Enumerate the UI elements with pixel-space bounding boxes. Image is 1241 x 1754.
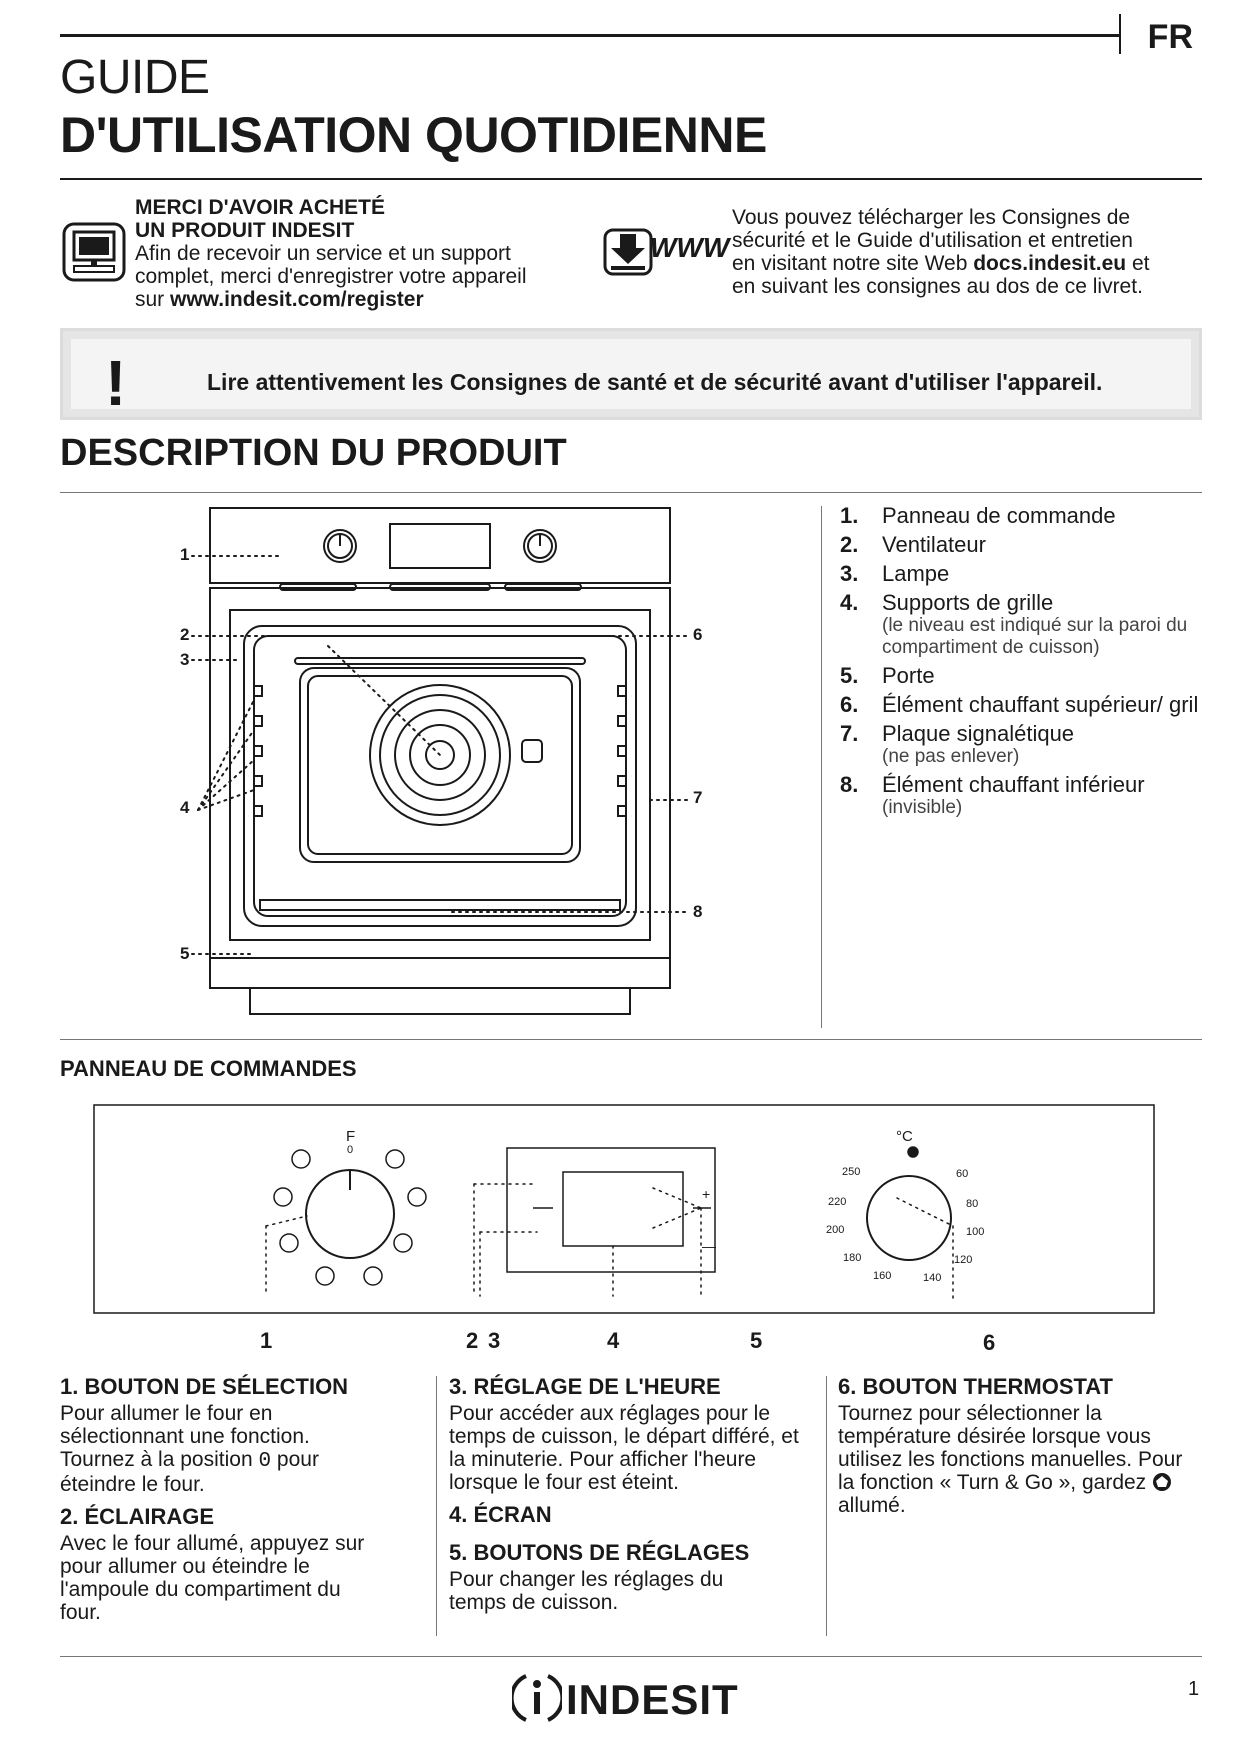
column-divider (826, 1376, 827, 1636)
product-rule (60, 492, 1202, 493)
list-item: 4. Supports de grille (le niveau est indiqué sur la paroi du compartiment de cuisson) (840, 590, 1188, 658)
thermo-tick: 100 (966, 1226, 985, 1238)
turn-and-go-icon (1152, 1472, 1172, 1492)
thermo-tick: 250 (842, 1166, 861, 1178)
panel-callout-1: 1 (260, 1328, 273, 1353)
thermo-tick: 180 (843, 1252, 862, 1264)
display-plus: + (702, 1186, 711, 1202)
title-rule (60, 178, 1202, 180)
diagram-callout-4: 4 (180, 798, 190, 817)
oven-diagram (170, 500, 720, 1020)
section-title: 2. ÉCLAIRAGE (60, 1504, 215, 1529)
page-number: 1 (1188, 1678, 1200, 1700)
list-item: 3. Lampe (840, 561, 950, 586)
monitor-icon (62, 222, 126, 284)
diagram-callout-5: 5 (180, 944, 190, 963)
control-panel-diagram (93, 1104, 1155, 1314)
thermo-tick: 60 (956, 1168, 969, 1180)
download-text-2: sécurité et le Guide d'utilisation et entretien (732, 229, 1133, 252)
list-item: 6. Élément chauffant supérieur/ gril (840, 692, 1199, 717)
product-bottom-rule (60, 1039, 1202, 1040)
download-text-4: en suivant les consignes au dos de ce livret. (732, 275, 1143, 298)
thanks-heading-2: UN PRODUIT INDESIT (135, 219, 355, 242)
thermo-tick: 120 (954, 1254, 973, 1266)
safety-notice-text: Lire attentivement les Consignes de santé et de sécurité avant d'utiliser l'appareil. (207, 369, 1103, 395)
thermostat-unit: °C (896, 1128, 913, 1145)
panel-heading: PANNEAU DE COMMANDES (60, 1056, 357, 1081)
diagram-callout-7: 7 (693, 788, 703, 807)
section-text: Pour allumer le four en sélectionnant une fonction. Tournez à la position 0 pour éteindre le four. (60, 1402, 319, 1496)
section-text: Avec le four allumé, appuyez sur pour allumer ou éteindre le l'ampoule du compartiment du four. (60, 1532, 365, 1624)
diagram-callout-2: 2 (180, 625, 190, 644)
docs-link[interactable]: docs.indesit.eu (973, 252, 1127, 275)
section-column-2 (449, 1374, 819, 1622)
top-rule (60, 34, 1120, 37)
panel-callout-6: 6 (983, 1330, 996, 1355)
page-title-line1: GUIDE (60, 51, 210, 104)
diagram-callout-8: 8 (693, 902, 703, 921)
thermo-tick: 140 (923, 1272, 942, 1284)
display-minus: — (702, 1238, 716, 1254)
column-divider (436, 1376, 437, 1636)
thermo-tick: 160 (873, 1270, 892, 1282)
section-title: 1. BOUTON DE SÉLECTION (60, 1374, 349, 1399)
list-item: 5. Porte (840, 663, 935, 688)
download-icon (603, 228, 653, 276)
panel-callout-3: 3 (488, 1328, 501, 1353)
thermo-tick: 80 (966, 1198, 979, 1210)
thanks-text-3: sur www.indesit.com/register (135, 288, 424, 311)
diagram-callout-1: 1 (180, 545, 190, 564)
parts-list (840, 504, 1200, 824)
thanks-text-2: complet, merci d'enregistrer votre appareil (135, 265, 527, 288)
download-text-3: en visitant notre site Web docs.indesit.eu et (732, 252, 1150, 275)
www-label: WWW (650, 232, 730, 263)
list-item: 2. Ventilateur (840, 532, 986, 557)
section-text: Pour accéder aux réglages pour le temps de cuisson, le départ différé, et la minuterie. Pour afficher l'heure lorsque le four est éteint. (449, 1402, 799, 1494)
warning-icon: ! (105, 347, 127, 419)
footer-rule (60, 1656, 1202, 1657)
diagram-callout-3: 3 (180, 650, 190, 669)
safety-notice (60, 328, 1202, 420)
thermo-tick: 220 (828, 1196, 847, 1208)
section-column-1 (60, 1374, 390, 1632)
thanks-heading-1: MERCI D'AVOIR ACHETÉ (135, 196, 386, 219)
download-text-1: Vous pouvez télécharger les Consignes de (732, 206, 1131, 229)
thanks-text-1: Afin de recevoir un service et un support (135, 242, 511, 265)
section-text: Pour changer les réglages du temps de cuisson. (449, 1568, 724, 1614)
section-column-3 (838, 1374, 1198, 1525)
product-heading: DESCRIPTION DU PRODUIT (60, 432, 567, 474)
language-badge: FR (1147, 18, 1193, 56)
section-title: 6. BOUTON THERMOSTAT (838, 1374, 1113, 1399)
product-divider (821, 506, 822, 1028)
diagram-callout-6: 6 (693, 625, 703, 644)
selector-top-label: F (346, 1128, 356, 1145)
register-link[interactable]: www.indesit.com/register (170, 288, 424, 311)
thermo-tick: 200 (826, 1224, 845, 1236)
panel-callout-4: 4 (607, 1328, 620, 1353)
top-rule-tick (1119, 14, 1121, 54)
panel-callout-2: 2 (466, 1328, 479, 1353)
section-title: 3. RÉGLAGE DE L'HEURE (449, 1374, 721, 1399)
indesit-logo-icon (512, 1668, 562, 1728)
section-title: 4. ÉCRAN (449, 1502, 552, 1527)
panel-callout-5: 5 (750, 1328, 763, 1353)
list-item: 1. Panneau de commande (840, 503, 1116, 528)
page-title-line2: D'UTILISATION QUOTIDIENNE (60, 107, 767, 163)
list-item: 8. Élément chauffant inférieur (invisible) (840, 772, 1145, 818)
list-item: 7. Plaque signalétique (ne pas enlever) (840, 721, 1075, 767)
brand-logo: INDESIT (566, 1676, 739, 1723)
section-title: 5. BOUTONS DE RÉGLAGES (449, 1540, 750, 1565)
selector-zero-label: 0 (347, 1144, 354, 1156)
section-text: Tournez pour sélectionner la température désirée lorsque vous utilisez les fonctions manuelles. Pour la fonction « Turn & Go », gardez allumé. (838, 1402, 1183, 1517)
